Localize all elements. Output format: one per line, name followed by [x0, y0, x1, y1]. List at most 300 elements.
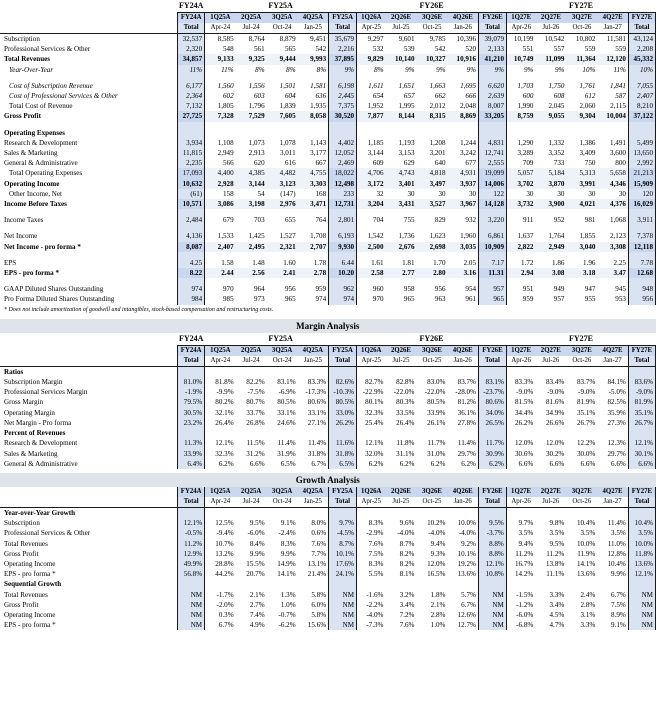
cell-value: 21,213	[628, 168, 655, 178]
cell-value: 7,378	[628, 231, 655, 241]
cell-value: 7.78	[628, 258, 655, 268]
cell-value: 9%	[386, 65, 417, 75]
cell-value: 5.8%	[298, 590, 329, 600]
cell-value: 30	[597, 189, 628, 199]
cell-value: 16,029	[628, 199, 655, 209]
cell-value: 49.9%	[178, 559, 205, 569]
table-row	[0, 366, 656, 377]
cell-value: 965	[267, 294, 298, 304]
cell-value: 8.4%	[236, 539, 267, 549]
cell-value: -4.0%	[416, 528, 447, 538]
table-row	[0, 449, 656, 459]
cell-value: 8.7%	[385, 539, 416, 549]
cell-value: 9.7%	[506, 518, 535, 528]
cell-value: 6.7%	[298, 459, 329, 469]
cell-value: 961	[448, 294, 479, 304]
cell-value: 32.0%	[357, 449, 386, 459]
cell-value: 9.5%	[478, 518, 506, 528]
cell-value: 957	[479, 284, 507, 294]
cell-value: 9.4%	[416, 539, 447, 549]
cell-value: NM	[178, 610, 205, 620]
table-row	[0, 91, 656, 101]
cell-value: -4.5%	[329, 528, 357, 538]
cell-value: 2,698	[417, 242, 448, 252]
cell-value: 539	[386, 44, 417, 54]
cell-value: 12,731	[329, 199, 357, 209]
quarter-header: 4Q26E	[447, 345, 478, 356]
period-header: Jul-24	[236, 23, 267, 34]
cell-value: 12,741	[479, 148, 507, 158]
period-header: Apr-26	[507, 23, 536, 34]
cell-value: NM	[178, 590, 205, 600]
cell-value: 11.2%	[535, 549, 566, 559]
cell-value	[566, 128, 597, 138]
period-header: Apr-25	[357, 356, 386, 367]
cell-value: 5,313	[566, 168, 597, 178]
cell-value	[205, 579, 236, 589]
cell-value: 29.7%	[597, 449, 628, 459]
cell-value: 3,702	[507, 179, 536, 189]
cell-value: 10,571	[178, 199, 205, 209]
cell-value: NM	[628, 620, 655, 630]
cell-value: 1,290	[507, 138, 536, 148]
cell-value: 12.1%	[478, 559, 506, 569]
cell-value: 11.6%	[329, 438, 357, 448]
table-row	[0, 528, 656, 538]
cell-value: 1.86	[535, 258, 566, 268]
cell-value: 704	[357, 215, 386, 225]
period-header: Jul-25	[385, 356, 416, 367]
cell-value: 3,153	[386, 148, 417, 158]
quarter-header: FY25A	[329, 345, 357, 356]
cell-value: 2.80	[417, 268, 448, 278]
row-label: EPS - pro forma *	[4, 269, 60, 278]
cell-value: -4.0%	[385, 528, 416, 538]
cell-value: 31.2%	[236, 449, 267, 459]
cell-value: 8.8%	[478, 539, 506, 549]
cell-value	[386, 128, 417, 138]
table-row	[0, 408, 656, 418]
cell-value: 35.1%	[628, 408, 655, 418]
cell-value: 1,527	[267, 231, 298, 241]
cell-value: 542	[417, 44, 448, 54]
period-header: Total	[329, 356, 357, 367]
cell-value: 6.2%	[385, 459, 416, 469]
cell-value: 30.5%	[178, 408, 205, 418]
period-header: Total	[329, 23, 357, 34]
cell-value: 2,045	[535, 101, 566, 111]
cell-value: 1,208	[417, 138, 448, 148]
cell-value	[628, 366, 655, 377]
quarter-header: 3Q26E	[416, 345, 447, 356]
cell-value	[329, 366, 357, 377]
cell-value	[205, 507, 236, 518]
cell-value: 9.1%	[267, 518, 298, 528]
cell-value: 10%	[566, 65, 597, 75]
period-header: Jul-24	[236, 497, 267, 508]
cell-value: 3,900	[535, 199, 566, 209]
cell-value: 551	[507, 44, 536, 54]
cell-value	[178, 579, 205, 589]
quarter-header: FY27E	[628, 487, 655, 497]
cell-value: 3,401	[386, 179, 417, 189]
cell-value: 26.6%	[535, 418, 566, 428]
cell-value: 80.6%	[478, 397, 506, 407]
cell-value: 3.1%	[566, 610, 597, 620]
quarter-header: 1Q26A	[357, 13, 386, 24]
cell-value: 10.4%	[628, 518, 655, 528]
cell-value: 6.2%	[357, 459, 386, 469]
cell-value: 666	[448, 91, 479, 101]
cell-value: 6.44	[329, 258, 357, 268]
cell-value: 11.2%	[506, 549, 535, 559]
cell-value: 10,199	[507, 34, 536, 45]
cell-value: 3,035	[448, 242, 479, 252]
cell-value: 10.0%	[447, 518, 478, 528]
row-label: Professional Services & Other	[4, 529, 91, 538]
cell-value: 1,935	[298, 101, 329, 111]
cell-value: 957	[535, 294, 566, 304]
cell-value: 13.6%	[566, 569, 597, 579]
cell-value: 34.0%	[478, 408, 506, 418]
cell-value: 1,386	[566, 138, 597, 148]
cell-value: 2,495	[236, 242, 267, 252]
cell-value: 8,007	[479, 101, 507, 111]
cell-value: 9.6%	[385, 518, 416, 528]
cell-value: 8.8%	[478, 549, 506, 559]
cell-value: NM	[478, 600, 506, 610]
cell-value: 1,841	[597, 81, 628, 91]
cell-value: 3.47	[597, 268, 628, 278]
cell-value: 10.1%	[329, 549, 357, 559]
cell-value: 7.4%	[236, 610, 267, 620]
cell-value: 3,967	[448, 199, 479, 209]
quarter-header: FY25A	[329, 487, 357, 497]
fiscal-year-label: FY25A	[205, 0, 357, 13]
cell-value: 3,991	[566, 179, 597, 189]
cell-value: 11,099	[535, 54, 566, 64]
cell-value: 4,755	[298, 168, 329, 178]
table-row	[0, 377, 656, 387]
cell-value: 3,911	[628, 215, 655, 225]
cell-value: 79.5%	[178, 397, 205, 407]
table-row	[0, 610, 656, 620]
period-header: Apr-26	[506, 497, 535, 508]
cell-value: 1,193	[386, 138, 417, 148]
row-label: Cost of Professional Services & Other	[9, 92, 118, 101]
cell-value	[298, 128, 329, 138]
cell-value	[535, 579, 566, 589]
cell-value: 636	[298, 91, 329, 101]
period-header: Oct-25	[416, 356, 447, 367]
period-header: Jul-26	[535, 356, 566, 367]
cell-value: 1,708	[298, 231, 329, 241]
cell-value: 13.1%	[298, 559, 329, 569]
row-label: Gross Profit	[4, 112, 41, 121]
quarter-header: FY26E	[479, 13, 507, 24]
cell-value: 548	[205, 44, 236, 54]
cell-value: 80.5%	[416, 397, 447, 407]
cell-value: 14.1%	[566, 559, 597, 569]
cell-value: 3,303	[298, 179, 329, 189]
cell-value: 750	[566, 158, 597, 168]
cell-value: 1,143	[298, 138, 329, 148]
quarter-header: FY24A	[178, 487, 205, 497]
cell-value: 1,663	[417, 81, 448, 91]
cell-value: -9.0%	[628, 387, 655, 397]
quarter-header: 4Q27E	[597, 13, 628, 24]
cell-value: (61)	[178, 189, 205, 199]
cell-value: -2.4%	[267, 528, 298, 538]
quarter-header: 4Q27E	[597, 487, 628, 497]
cell-value: 6.2%	[205, 459, 236, 469]
cell-value: 10.20	[329, 268, 357, 278]
cell-value: 6.2%	[478, 459, 506, 469]
cell-value: NM	[478, 610, 506, 620]
cell-value: -1.7%	[205, 590, 236, 600]
cell-value: 13.6%	[628, 559, 655, 569]
cell-value: 14.9%	[267, 559, 298, 569]
cell-value: 973	[236, 294, 267, 304]
cell-value: 3.3%	[535, 590, 566, 600]
cell-value: 609	[357, 158, 386, 168]
cell-value: 9,133	[205, 54, 236, 64]
cell-value: 985	[205, 294, 236, 304]
cell-value: 962	[329, 284, 357, 294]
cell-value: 3,937	[448, 179, 479, 189]
table-row	[0, 549, 656, 559]
cell-value: 3,870	[535, 179, 566, 189]
cell-value: 1.81	[386, 258, 417, 268]
period-header: Total	[628, 356, 655, 367]
footnote: * Does not include amortization of goodwill and intangibles, stock-based compensation and restructuring costs.	[4, 306, 274, 313]
row-label: Total Revenues	[4, 539, 48, 548]
cell-value: 33,205	[479, 111, 507, 121]
fiscal-year-label: FY24A	[178, 0, 205, 13]
cell-value: 1,805	[205, 101, 236, 111]
cell-value: -2.9%	[357, 528, 386, 538]
cell-value	[267, 579, 298, 589]
cell-value: 11.0%	[597, 539, 628, 549]
cell-value: 7,605	[267, 111, 298, 121]
cell-value: 30	[448, 189, 479, 199]
cell-value: 958	[386, 284, 417, 294]
cell-value: 11%	[205, 65, 236, 75]
cell-value: 7,375	[329, 101, 357, 111]
cell-value: 559	[566, 44, 597, 54]
cell-value: 80.3%	[385, 397, 416, 407]
table-row	[0, 284, 656, 294]
section-title-row	[0, 319, 656, 333]
cell-value: 10,802	[566, 34, 597, 45]
cell-value: 954	[448, 284, 479, 294]
cell-value: 8,764	[236, 34, 267, 45]
cell-value: 33.1%	[267, 408, 298, 418]
cell-value	[205, 428, 236, 438]
quarter-header: 1Q27E	[506, 487, 535, 497]
row-label: Gross Margin	[4, 398, 44, 407]
cell-value: 12.2%	[566, 438, 597, 448]
cell-value: 8.3%	[267, 539, 298, 549]
cell-value: 1.8%	[416, 590, 447, 600]
cell-value: 608	[535, 91, 566, 101]
cell-value: 10,909	[479, 242, 507, 252]
cell-value: 3.5%	[566, 528, 597, 538]
quarter-header: 2Q25A	[236, 13, 267, 24]
cell-value: 2,407	[205, 242, 236, 252]
period-header: Total	[329, 497, 357, 508]
cell-value	[535, 428, 566, 438]
cell-value: 30.6%	[506, 449, 535, 459]
period-header: Total	[178, 356, 205, 367]
cell-value: 17.6%	[329, 559, 357, 569]
period-header: Apr-24	[205, 23, 236, 34]
period-header: Jan-27	[597, 497, 628, 508]
quarter-header: 3Q27E	[566, 345, 597, 356]
quarter-header: 1Q25A	[205, 13, 236, 24]
table-row	[0, 54, 656, 64]
quarter-header: 4Q26E	[447, 487, 478, 497]
section-title-row	[0, 473, 656, 487]
cell-value: 2,123	[597, 231, 628, 241]
cell-value: -1.2%	[506, 600, 535, 610]
cell-value: 83.6%	[628, 377, 655, 387]
quarter-header: 2Q27E	[535, 345, 566, 356]
cell-value	[628, 579, 655, 589]
cell-value: 1.0%	[267, 600, 298, 610]
cell-value: 8.7%	[329, 539, 357, 549]
cell-value: 4,402	[329, 138, 357, 148]
cell-value: 8,879	[267, 34, 298, 45]
cell-value	[205, 366, 236, 377]
cell-value: 3,177	[298, 148, 329, 158]
header-blank	[0, 13, 178, 24]
cell-value: 23.2%	[178, 418, 205, 428]
cell-value: 12.7%	[447, 620, 478, 630]
cell-value: 27.3%	[597, 418, 628, 428]
cell-value: 7.6%	[357, 539, 386, 549]
cell-value: 679	[205, 215, 236, 225]
cell-value: 1,501	[267, 81, 298, 91]
cell-value: 565	[267, 44, 298, 54]
cell-value: 667	[298, 158, 329, 168]
period-header: Jul-25	[386, 23, 417, 34]
cell-value: 81.0%	[178, 377, 205, 387]
cell-value: 2.7%	[236, 600, 267, 610]
cell-value: 35,679	[329, 34, 357, 45]
cell-value: 1,581	[298, 81, 329, 91]
cell-value: 3,497	[417, 179, 448, 189]
cell-value	[298, 428, 329, 438]
cell-value: 83.3%	[298, 377, 329, 387]
cell-value: 10,140	[386, 54, 417, 64]
row-label: Operating Income	[4, 559, 56, 568]
cell-value	[267, 507, 298, 518]
quarter-header: FY24A	[178, 13, 205, 24]
table-row	[0, 138, 656, 148]
cell-value: 1,750	[535, 81, 566, 91]
cell-value: 4.25	[178, 258, 205, 268]
cell-value: 8,144	[386, 111, 417, 121]
cell-value: 83.0%	[416, 377, 447, 387]
cell-value: 12.1%	[357, 438, 386, 448]
table-row	[0, 539, 656, 549]
cell-value: 12,118	[628, 242, 655, 252]
cell-value: NM	[628, 600, 655, 610]
cell-value: 1,533	[205, 231, 236, 241]
cell-value: 12.3%	[597, 438, 628, 448]
cell-value: 3.5%	[506, 528, 535, 538]
cell-value: 2,321	[267, 242, 298, 252]
cell-value: -4.0%	[357, 610, 386, 620]
cell-value: 32.1%	[205, 408, 236, 418]
fiscal-year-label: FY25A	[205, 333, 357, 346]
cell-value: 33.9%	[416, 408, 447, 418]
cell-value: 970	[205, 284, 236, 294]
cell-value: 2,208	[628, 44, 655, 54]
quarter-header: FY26E	[478, 487, 506, 497]
table-row	[0, 397, 656, 407]
cell-value	[535, 128, 566, 138]
cell-value: 662	[417, 91, 448, 101]
cell-value: 602	[205, 91, 236, 101]
cell-value: 1,068	[597, 215, 628, 225]
period-header: Total	[178, 23, 205, 34]
cell-value: 19,099	[479, 168, 507, 178]
cell-value: 7,055	[628, 81, 655, 91]
cell-value: 26.2%	[329, 418, 357, 428]
cell-value: 32.3%	[205, 449, 236, 459]
cell-value: 158	[205, 189, 236, 199]
cell-value: 955	[566, 294, 597, 304]
cell-value: 3,431	[386, 199, 417, 209]
cell-value: 10,916	[448, 54, 479, 64]
cell-value: 1,960	[448, 231, 479, 241]
cell-value: 3.18	[566, 268, 597, 278]
cell-value	[267, 428, 298, 438]
cell-value: 3,201	[417, 148, 448, 158]
cell-value: 11.7%	[416, 438, 447, 448]
cell-value: 2.1%	[236, 590, 267, 600]
cell-value: 3,144	[357, 148, 386, 158]
cell-value	[478, 507, 506, 518]
cell-value	[597, 428, 628, 438]
cell-value: 26.2%	[506, 418, 535, 428]
cell-value: 1,839	[267, 101, 298, 111]
cell-value: 1,995	[386, 101, 417, 111]
cell-value: 30.9%	[478, 449, 506, 459]
cell-value: 620	[236, 158, 267, 168]
table-row	[0, 590, 656, 600]
cell-value: 8.3%	[357, 518, 386, 528]
row-label: EPS - pro forma *	[4, 570, 56, 579]
quarter-header: 3Q25A	[267, 345, 298, 356]
quarter-header: 4Q25A	[298, 345, 329, 356]
period-header: Jan-26	[447, 497, 478, 508]
cell-value: -6.0%	[506, 610, 535, 620]
row-label: Subscription	[4, 35, 40, 43]
cell-value: 2,216	[329, 44, 357, 54]
cell-value: 30	[535, 189, 566, 199]
cell-value: 4,831	[479, 138, 507, 148]
cell-value: 5.8%	[298, 610, 329, 620]
row-label: Research & Development	[4, 439, 78, 448]
cell-value	[178, 428, 205, 438]
quarter-header: FY24A	[178, 345, 205, 356]
table-row	[0, 559, 656, 569]
table-row	[0, 189, 656, 199]
quarter-header: 2Q26E	[385, 487, 416, 497]
